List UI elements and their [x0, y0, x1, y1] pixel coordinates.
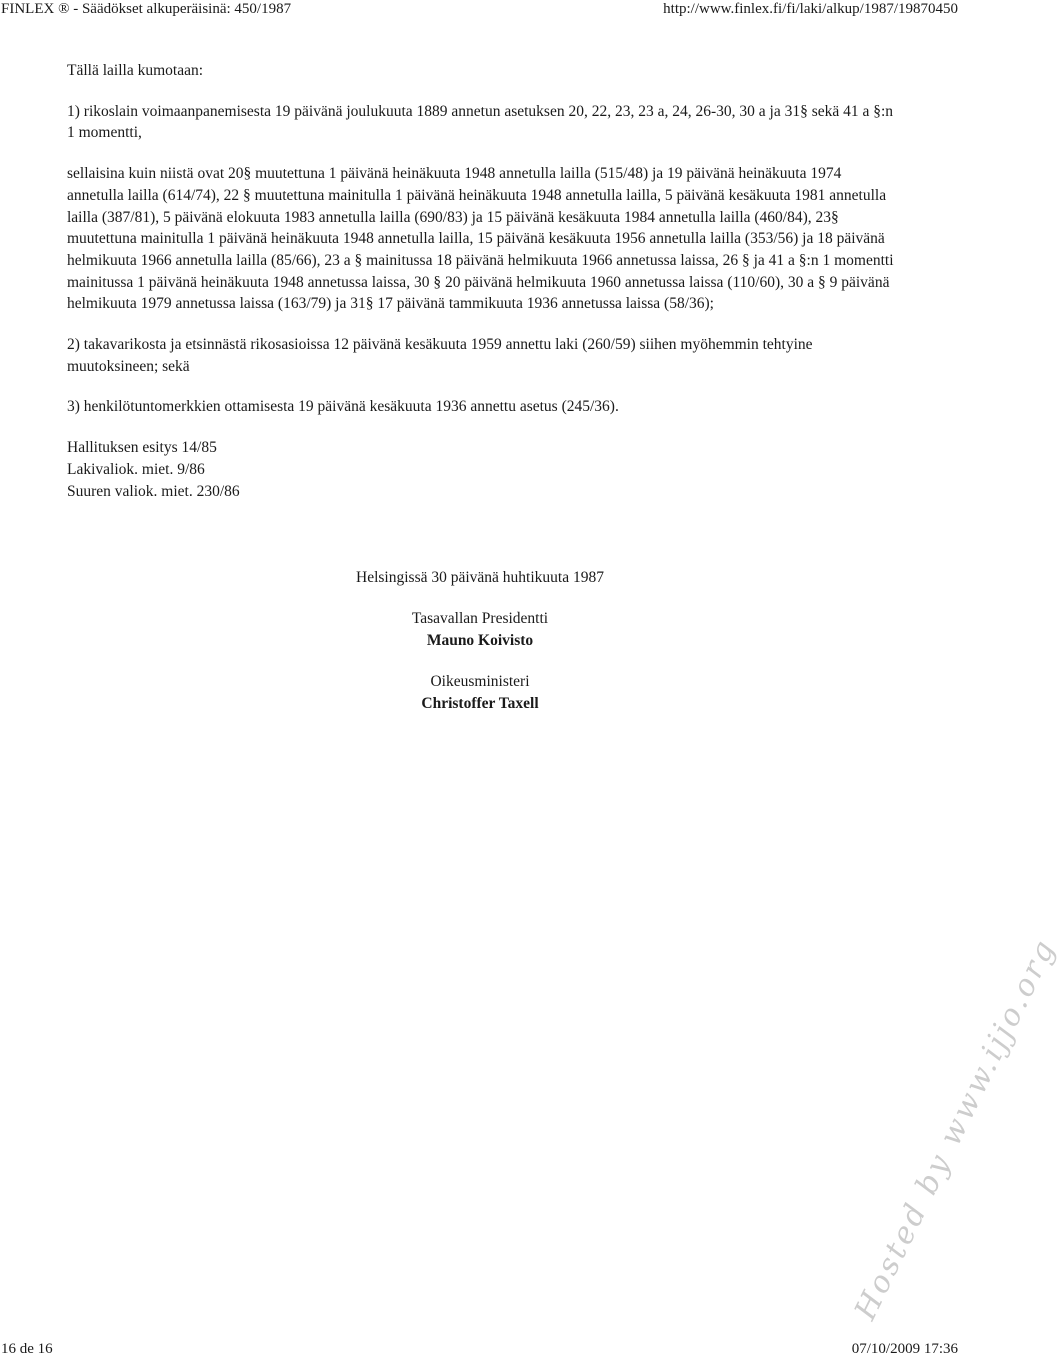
repeal-item-3: 3) henkilötuntomerkkien ottamisesta 19 päivänä kesäkuuta 1936 annettu asetus (245/36). [67, 398, 619, 416]
place-date: Helsingissä 30 päivänä huhtikuuta 1987 [356, 569, 604, 586]
hosted-by-watermark: Hosted by www.ijjo.org [848, 932, 1063, 1326]
reference-line: Lakivaliok. miet. 9/86 [67, 460, 205, 478]
page-header-url[interactable]: http://www.finlex.fi/fi/laki/alkup/1987/19870450 [663, 1, 958, 17]
repeal-item-1-details: sellaisina kuin niistä ovat 20§ muutettuna 1 päivänä heinäkuuta 1948 annetulla lailla (515/48) ja 19 päivänä heinäkuuta 1974 annetulla lailla (614/74), 22 § muutettuna mainitulla 1 päivänä heinäkuuta 1948 annetulla lailla, 5 päivänä kesäkuuta 1981 annetulla lailla (387/81), 5 päivänä elokuuta 1983 annetulla lailla (690/83) ja 15 päivänä kesäkuuta 1984 annetulla lailla (460/84), 23§ muutettuna mainitulla 1 päivänä heinäkuuta 1948 annetulla lailla, 15 päivänä kesäkuuta 1956 annetulla lailla (353/56) ja 18 päivänä helmikuuta 1966 annetulla lailla (85/66), 23 a § mainitussa 18 päivänä helmikuuta 1966 annetussa laissa, 26 § ja 41 a §:n 1 momentti mainitussa 1 päivänä heinäkuuta 1948 annetussa laissa, 30 § 20 päivänä helmikuuta 1960 annetussa laissa (110/60), 30 a § 9 päivänä helmikuuta 1979 annetussa laissa (163/79) ja 31§ 17 päivänä tammikuuta 1936 annetussa laissa (58/36); [67, 165, 894, 313]
document-body [67, 60, 897, 502]
president-title: Tasavallan Presidentti [411, 610, 549, 627]
intro-text: Tällä lailla kumotaan: [67, 62, 204, 79]
reference-line: Suuren valiok. miet. 230/86 [67, 482, 240, 500]
reference-line: Hallituksen esitys 14/85 [67, 439, 217, 457]
print-datetime: 07/10/2009 17:36 [851, 1341, 958, 1357]
repeal-item-1: 1) rikoslain voimaanpanemisesta 19 päivänä joulukuuta 1889 annetun asetuksen 20, 22, 23, 23 a, 24, 26-30, 30 a ja 31§ sekä 41 a §:n 1 momentti, [67, 102, 894, 142]
page-number: 16 de 16 [1, 1341, 53, 1357]
legislative-references [67, 437, 897, 502]
repeal-item-2: 2) takavarikosta ja etsinnästä rikosasioissa 12 päivänä kesäkuuta 1959 annettu laki (260/59) siihen myöhemmin tehtyine muutoksineen; sekä [67, 336, 813, 375]
minister-title: Oikeusministeri [430, 673, 530, 690]
minister-name: Christoffer Taxell [421, 695, 539, 712]
page-header-title: FINLEX ® - Säädökset alkuperäisinä: 450/1987 [1, 1, 292, 17]
president-name: Mauno Koivisto [426, 632, 534, 649]
